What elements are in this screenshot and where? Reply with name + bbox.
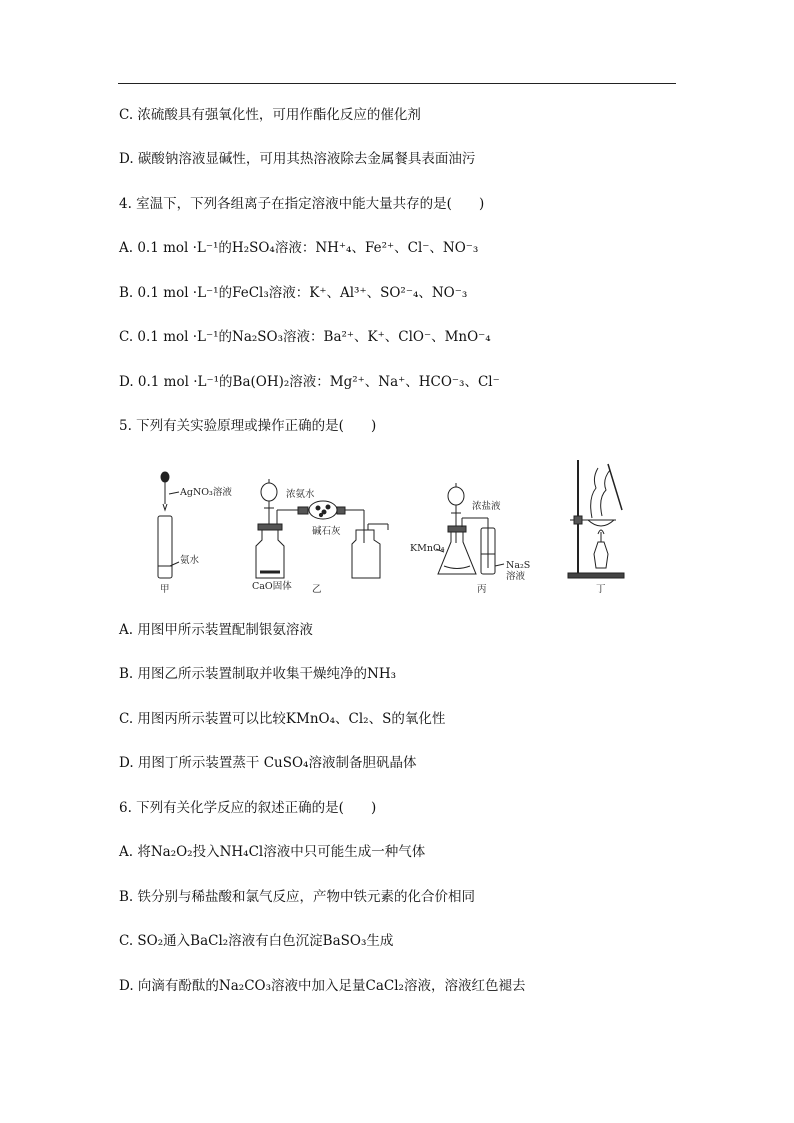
label-kmno4: KMnO₄: [410, 543, 445, 554]
header-rule: [118, 83, 676, 84]
option-6b: B. 铁分别与稀盐酸和氯气反应，产物中铁元素的化合价相同: [119, 889, 476, 905]
label-jia: 甲: [160, 584, 170, 595]
question-5: 5. 下列有关实验原理或操作正确的是( ): [119, 418, 377, 434]
question-4: 4. 室温下，下列各组离子在指定溶液中能大量共存的是( ): [119, 196, 485, 212]
label-na2s-solution: 溶液: [506, 571, 526, 582]
label-conc-ammonia: 浓氨水: [286, 489, 315, 500]
apparatus-bing: [436, 483, 504, 574]
label-ammonia-water: 氨水: [180, 555, 200, 566]
label-soda-lime: 碱石灰: [312, 526, 341, 537]
apparatus-ding: [568, 460, 624, 578]
option-4c: C. 0.1 mol ·L⁻¹的Na₂SO₃溶液：Ba²⁺、K⁺、ClO⁻、MnO⁻₄: [119, 329, 491, 345]
option-3c: C. 浓硫酸具有强氧化性，可用作酯化反应的催化剂: [119, 107, 421, 123]
option-5a: A. 用图甲所示装置配制银氨溶液: [119, 622, 313, 638]
option-6d: D. 向滴有酚酞的Na₂CO₃溶液中加入足量CaCl₂溶液，溶液红色褪去: [119, 978, 526, 994]
label-bing: 丙: [477, 584, 487, 595]
question-6: 6. 下列有关化学反应的叙述正确的是( ): [119, 800, 377, 816]
option-4d: D. 0.1 mol ·L⁻¹的Ba(OH)₂溶液：Mg²⁺、Na⁺、HCO⁻₃、Cl⁻: [119, 374, 500, 390]
label-na2s: Na₂S: [506, 560, 531, 571]
option-6c: C. SO₂通入BaCl₂溶液有白色沉淀BaSO₃生成: [119, 933, 394, 949]
label-conc-hcl: 浓盐液: [472, 501, 501, 512]
option-5b: B. 用图乙所示装置制取并收集干燥纯净的NH₃: [119, 666, 396, 682]
label-yi: 乙: [312, 584, 322, 595]
option-4b: B. 0.1 mol ·L⁻¹的FeCl₃溶液：K⁺、Al³⁺、SO²⁻₄、NO⁻₃: [119, 285, 468, 301]
apparatus-figure: [146, 458, 646, 598]
option-4a: A. 0.1 mol ·L⁻¹的H₂SO₄溶液：NH⁺₄、Fe²⁺、Cl⁻、NO⁻₃: [119, 240, 479, 256]
label-agno3: AgNO₃溶液: [180, 487, 232, 498]
option-3d: D. 碳酸钠溶液显碱性，可用其热溶液除去金属餐具表面油污: [119, 151, 476, 167]
option-6a: A. 将Na₂O₂投入NH₄Cl溶液中只可能生成一种气体: [119, 844, 426, 860]
option-5c: C. 用图丙所示装置可以比较KMnO₄、Cl₂、S的氧化性: [119, 711, 446, 727]
label-ding: 丁: [596, 584, 606, 595]
label-cao-solid: CaO固体: [252, 581, 292, 592]
apparatus-jia: [158, 472, 179, 578]
option-5d: D. 用图丁所示装置蒸干 CuSO₄溶液制备胆矾晶体: [119, 755, 417, 771]
